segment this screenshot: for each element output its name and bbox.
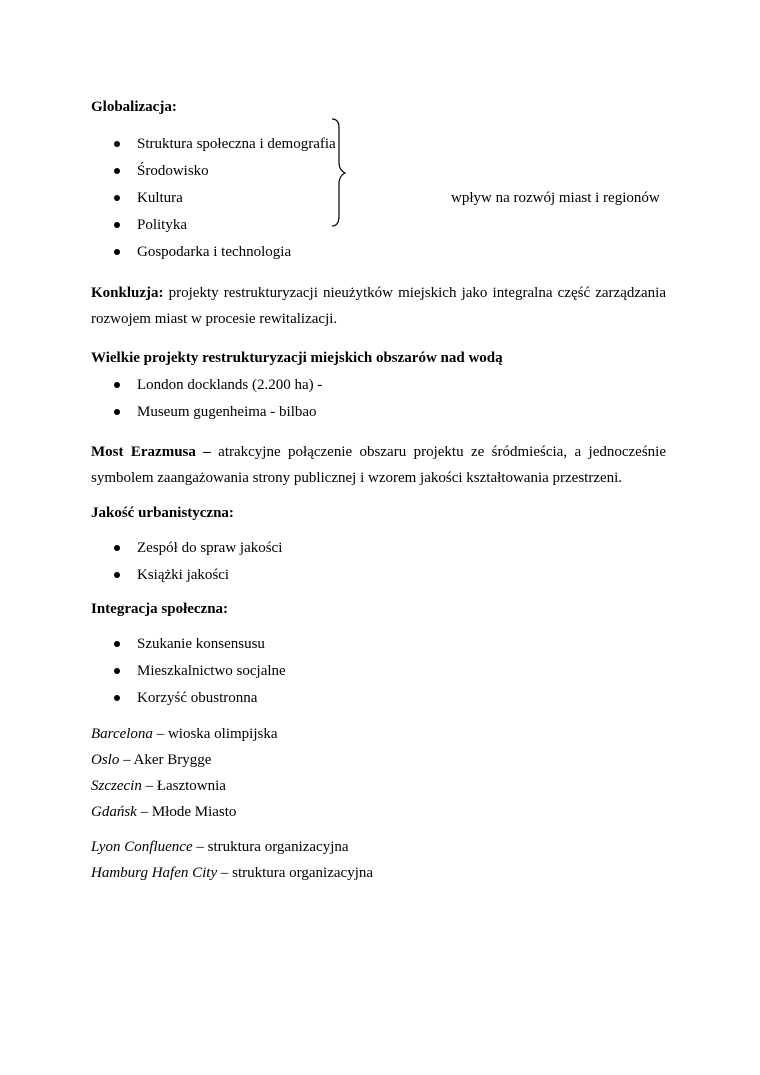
erasmus-label: Most Erazmusa – bbox=[91, 444, 211, 460]
bullet-icon bbox=[114, 572, 120, 578]
list-item: Polityka bbox=[137, 217, 188, 233]
list-item: Museum gugenheima - bilbao bbox=[137, 404, 317, 420]
list-item: Struktura społeczna i demografia bbox=[137, 136, 336, 152]
list-item: Gospodarka i technologia bbox=[137, 244, 292, 260]
conclusion-text: projekty restrukturyzacji nieużytków miejskich jako integralna część zarządzania rozwojem miast w procesie rewitalizacji. bbox=[91, 285, 666, 327]
bullet-icon bbox=[114, 641, 120, 647]
bullet-icon bbox=[114, 695, 120, 701]
example-line: Szczecin – Łasztownia bbox=[91, 778, 226, 794]
list-item: Środowisko bbox=[137, 163, 209, 179]
conclusion-paragraph bbox=[91, 280, 666, 332]
conclusion-label: Konkluzja: bbox=[91, 285, 164, 301]
erasmus-paragraph bbox=[91, 439, 666, 491]
list-item: London docklands (2.200 ha) - bbox=[137, 377, 323, 393]
example-line: Gdańsk – Młode Miasto bbox=[91, 804, 237, 820]
list-item: Mieszkalnictwo socjalne bbox=[137, 663, 286, 679]
bullet-icon bbox=[114, 195, 120, 201]
bullet-icon bbox=[114, 249, 120, 255]
example-line: Barcelona – wioska olimpijska bbox=[91, 726, 278, 742]
bullet-icon bbox=[114, 409, 120, 415]
list-item: Korzyść obustronna bbox=[137, 690, 258, 706]
bullet-icon bbox=[114, 545, 120, 551]
heading-urban-quality: Jakość urbanistyczna: bbox=[91, 505, 234, 521]
bullet-icon bbox=[114, 668, 120, 674]
bullet-icon bbox=[114, 382, 120, 388]
list-item: Szukanie konsensusu bbox=[137, 636, 265, 652]
list-item: Książki jakości bbox=[137, 567, 230, 583]
bullet-icon bbox=[114, 141, 120, 147]
bullet-icon bbox=[114, 168, 120, 174]
list-item: Kultura bbox=[137, 190, 183, 206]
heading-social-integration: Integracja społeczna: bbox=[91, 601, 229, 617]
brace-note: wpływ na rozwój miast i regionów bbox=[451, 190, 660, 206]
erasmus-text: atrakcyjne połączenie obszaru projektu ze śródmieścia, a jednocześnie symbolem zaangażowania strony publicznej i wzorem jakości kształtowania przestrzeni. bbox=[91, 444, 666, 486]
example-line: Hamburg Hafen City – struktura organizacyjna bbox=[91, 865, 374, 881]
example-line: Lyon Confluence – struktura organizacyjna bbox=[91, 839, 349, 855]
bullet-icon bbox=[114, 222, 120, 228]
heading-waterfront: Wielkie projekty restrukturyzacji miejskich obszarów nad wodą bbox=[91, 350, 503, 366]
example-line: Oslo – Aker Brygge bbox=[91, 752, 212, 768]
curly-brace-icon bbox=[328, 118, 350, 228]
list-item: Zespół do spraw jakości bbox=[137, 540, 283, 556]
heading-globalization: Globalizacja: bbox=[91, 99, 177, 115]
